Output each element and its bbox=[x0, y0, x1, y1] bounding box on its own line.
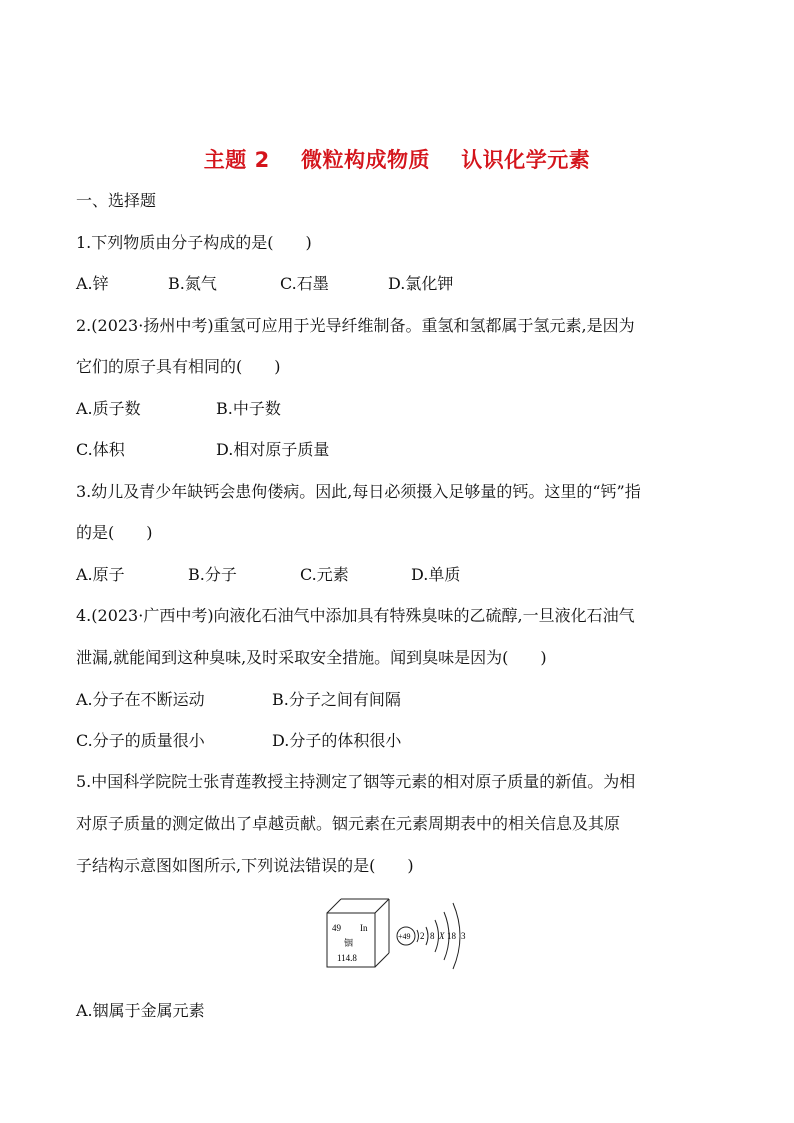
question-3-stem-line-1: 3.幼儿及青少年缺钙会患佝偻病。因此,每日必须摄入足够量的钙。这里的“钙”指 bbox=[76, 482, 641, 501]
question-3-stem-line-2: 的是( ) bbox=[76, 523, 153, 542]
shell-1-count: 2 bbox=[420, 931, 425, 941]
question-4-stem-line-2: 泄漏,就能闻到这种臭味,及时采取安全措施。闻到臭味是因为( ) bbox=[76, 648, 547, 667]
question-2-option-d: D.相对原子质量 bbox=[216, 440, 330, 459]
question-2-option-c: C.体积 bbox=[76, 440, 125, 459]
question-5-stem-line-2: 对原子质量的测定做出了卓越贡献。铟元素在元素周期表中的相关信息及其原 bbox=[76, 814, 621, 833]
question-2-stem-line-2: 它们的原子具有相同的( ) bbox=[76, 357, 281, 376]
question-1-option-d: D.氯化钾 bbox=[388, 274, 454, 293]
question-1-stem: 1.下列物质由分子构成的是( ) bbox=[76, 233, 312, 252]
question-4-option-b: B.分子之间有间隔 bbox=[272, 690, 401, 709]
question-5-stem-line-3: 子结构示意图如图所示,下列说法错误的是( ) bbox=[76, 856, 414, 875]
page-title: 主题 2 微粒构成物质 认识化学元素 bbox=[203, 148, 591, 172]
question-1-option-c: C.石墨 bbox=[280, 274, 329, 293]
question-1-option-b: B.氮气 bbox=[168, 274, 217, 293]
question-3-option-d: D.单质 bbox=[411, 565, 461, 584]
shell-3-count: X bbox=[439, 931, 445, 941]
shell-2-count: 8 bbox=[430, 931, 435, 941]
indium-figure bbox=[324, 893, 474, 973]
question-3-option-c: C.元素 bbox=[300, 565, 349, 584]
question-4-option-c: C.分子的质量很小 bbox=[76, 731, 205, 750]
question-2-option-a: A.质子数 bbox=[76, 399, 141, 418]
question-4-option-d: D.分子的体积很小 bbox=[272, 731, 402, 750]
question-2-option-b: B.中子数 bbox=[216, 399, 281, 418]
atomic-number: 49 bbox=[332, 923, 341, 933]
question-4-stem-line-1: 4.(2023·广西中考)向液化石油气中添加具有特殊臭味的乙硫醇,一旦液化石油气 bbox=[76, 606, 635, 625]
nucleus-charge: +49 bbox=[398, 932, 411, 941]
question-4-option-a: A.分子在不断运动 bbox=[76, 690, 205, 709]
question-3-option-b: B.分子 bbox=[188, 565, 237, 584]
element-symbol: In bbox=[360, 923, 368, 933]
shell-5-count: 3 bbox=[461, 931, 466, 941]
question-2-stem-line-1: 2.(2023·扬州中考)重氢可应用于光导纤维制备。重氢和氢都属于氢元素,是因为 bbox=[76, 316, 635, 335]
question-3-option-a: A.原子 bbox=[76, 565, 125, 584]
shell-4-count: 18 bbox=[447, 931, 456, 941]
element-name: 铟 bbox=[344, 939, 354, 949]
question-5-stem-line-1: 5.中国科学院院士张青莲教授主持测定了铟等元素的相对原子质量的新值。为相 bbox=[76, 772, 636, 791]
question-5-option-a: A.铟属于金属元素 bbox=[76, 1001, 205, 1020]
atomic-mass: 114.8 bbox=[337, 953, 357, 963]
section-heading: 一、选择题 bbox=[76, 191, 157, 210]
question-1-option-a: A.锌 bbox=[76, 274, 109, 293]
